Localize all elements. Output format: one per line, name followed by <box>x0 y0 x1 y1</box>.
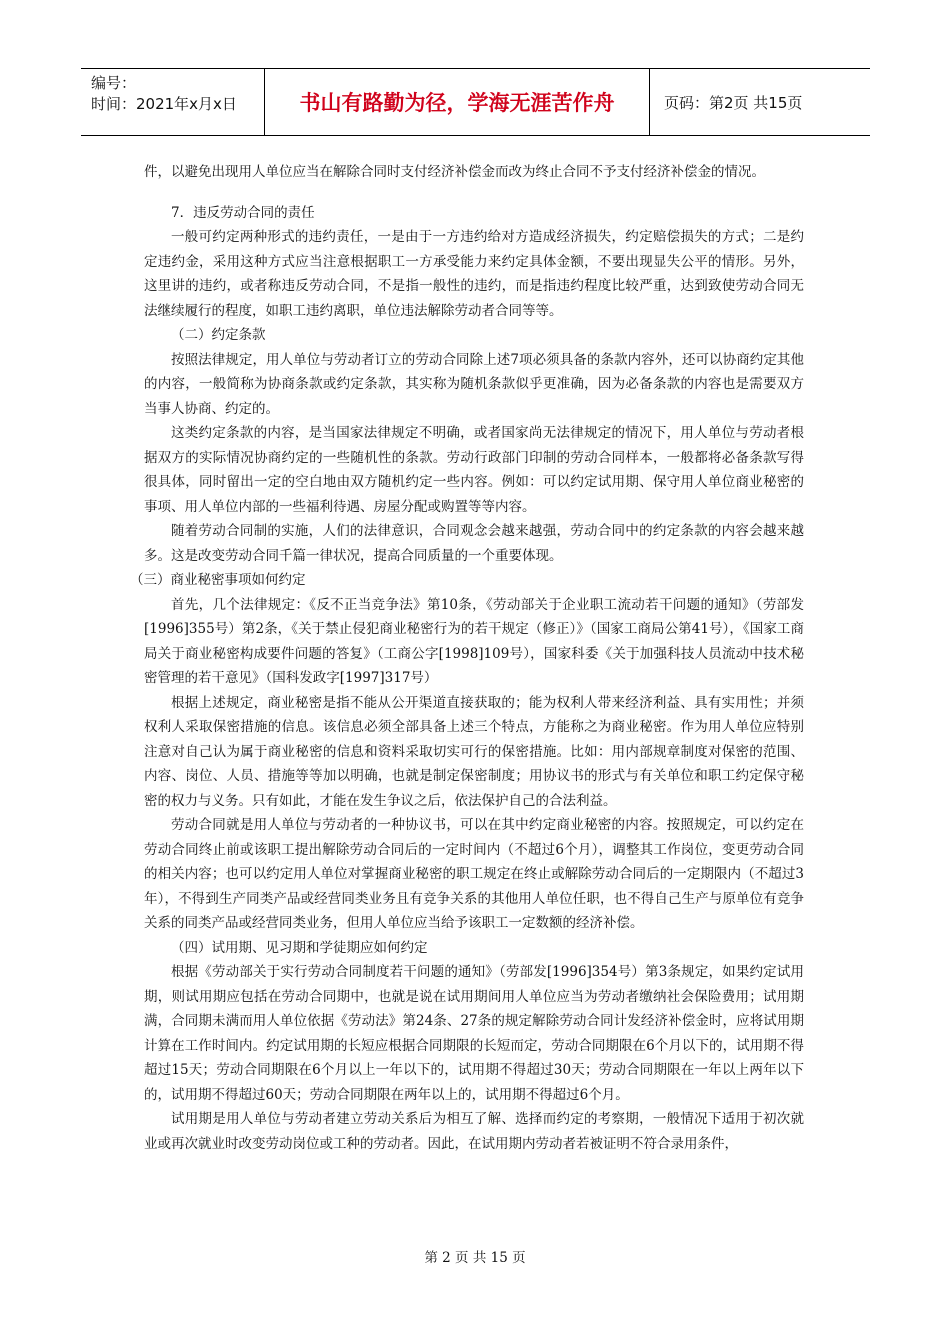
page-footer: 第 2 页 共 15 页 <box>424 1250 526 1266</box>
paragraph: 试用期是用人单位与劳动者建立劳动关系后为相互了解、选择而约定的考察期，一般情况下适用于初次就业或再次就业时改变劳动岗位或工种的劳动者。因此，在试用期内劳动者若被证明不符合录用条件， <box>144 1111 804 1152</box>
section-heading-3: （三）商业秘密事项如何约定 <box>130 572 306 588</box>
paragraph: 根据上述规定，商业秘密是指不能从公开渠道直接获取的；能为权利人带来经济利益、具有实用性；并须权利人采取保密措施的信息。该信息必须全部具备上述三个特点，方能称之为商业秘密。作为用人单位应特别注意对自己认为属于商业秘密的信息和资料采取切实可行的保密措施。比如：用内部规章制度对保密的范围、内容、岗位、人员、措施等等加以明确，也就是制定保密制度；用协议书的形式与有关单位和职工约定保守秘密的权力与义务。只有如此，才能在发生争议之后，依法保护自己的合法利益。 <box>144 694 804 809</box>
document-number-label: 编号： <box>91 74 137 92</box>
paragraph-continuation: 件，以避免出现用人单位应当在解除合同时支付经济补偿金而改为终止合同不予支付经济补偿金的情况。 <box>144 164 765 180</box>
paragraph: 这类约定条款的内容，是当国家法律规定不明确，或者国家尚无法律规定的情况下，用人单位与劳动者根据双方的实际情况协商约定的一些随机性的条款。劳动行政部门印制的劳动合同样本，一般都将必备条款写得很具体，同时留出一定的空白地由双方随机约定一些内容。例如：可以约定试用期、保守用人单位商业秘密的事项、用人单位内部的一些福利待遇、房屋分配或购置等等内容。 <box>144 425 804 515</box>
section-heading-2: （二）约定条款 <box>171 327 266 343</box>
header-meta <box>81 69 264 135</box>
paragraph: 一般可约定两种形式的违约责任，一是由于一方违约给对方造成经济损失，约定赔偿损失的方式；二是约定违约金，采用这种方式应当注意根据职工一方承受能力来约定具体金额，不要出现显失公平的情形。另外，这里讲的违约，或者称违反劳动合同，不是指一般性的违约，而是指违约程度比较严重，达到致使劳动合同无法继续履行的程度，如职工违约离职，单位违法解除劳动者合同等等。 <box>144 229 804 319</box>
clause-heading-7: 7．违反劳动合同的责任 <box>171 204 315 221</box>
paragraph: 根据《劳动部关于实行劳动合同制度若干问题的通知》（劳部发[1996]354号）第3条规定，如果约定试用期，则试用期应包括在劳动合同期中，也就是说在试用期间用人单位应当为劳动者缴纳社会保险费用；试用期满，合同期未满而用人单位依据《劳动法》第24条、27条的规定解除劳动合同计发经济补偿金时，应将试用期计算在工作时间内。约定试用期的长短应根据合同期限的长短而定，劳动合同期限在6个月以下的，试用期不得超过15天；劳动合同期限在6个月以上一年以下的，试用期不得超过30天；劳动合同期限在一年以上两年以下的，试用期不得超过60天；劳动合同期限在两年以上的，试用期不得超过6个月。 <box>144 964 804 1103</box>
header-motto: 书山有路勤为径，学海无涯苦作舟 <box>264 69 650 135</box>
header-page-info: 页码：第2页 共15页 <box>664 93 803 112</box>
paragraph: 首先，几个法律规定：《反不正当竞争法》第10条，《劳动部关于企业职工流动若干问题的通知》（劳部发[1996]355号）第2条，《关于禁止侵犯商业秘密行为的若干规定（修正）》（国家工商局公第41号），《国家工商局关于商业秘密构成要件问题的答复》（工商公字[1998]109号），国家科委《关于加强科技人员流动中技术秘密管理的若干意见》（国科发政字[1997]317号） <box>144 596 804 686</box>
paragraph: 随着劳动合同制的实施，人们的法律意识，合同观念会越来越强，劳动合同中的约定条款的内容会越来越多。这是改变劳动合同千篇一律状况，提高合同质量的一个重要体现。 <box>144 523 804 564</box>
paragraph: 按照法律规定，用人单位与劳动者订立的劳动合同除上述7项必须具备的条款内容外，还可以协商约定其他的内容，一般简称为协商条款或约定条款，其实称为随机条款似乎更准确，因为必备条款的内容也是需要双方当事人协商、约定的。 <box>144 351 804 417</box>
document-date-label: 时间：2021年x月x日 <box>91 95 237 113</box>
paragraph: 劳动合同就是用人单位与劳动者的一种协议书，可以在其中约定商业秘密的内容。按照规定，可以约定在劳动合同终止前或该职工提出解除劳动合同后的一定时间内（不超过6个月），调整其工作岗位，变更劳动合同的相关内容；也可以约定用人单位对掌握商业秘密的职工规定在终止或解除劳动合同后的一定期限内（不超过3年），不得到生产同类产品或经营同类业务且有竞争关系的其他用人单位任职，也不得自己生产与原单位有竞争关系的同类产品或经营同类业务，但用人单位应当给予该职工一定数额的经济补偿。 <box>144 817 804 931</box>
document-body <box>130 160 804 1156</box>
page-header <box>81 68 870 136</box>
section-heading-4: （四）试用期、见习期和学徒期应如何约定 <box>171 939 428 956</box>
